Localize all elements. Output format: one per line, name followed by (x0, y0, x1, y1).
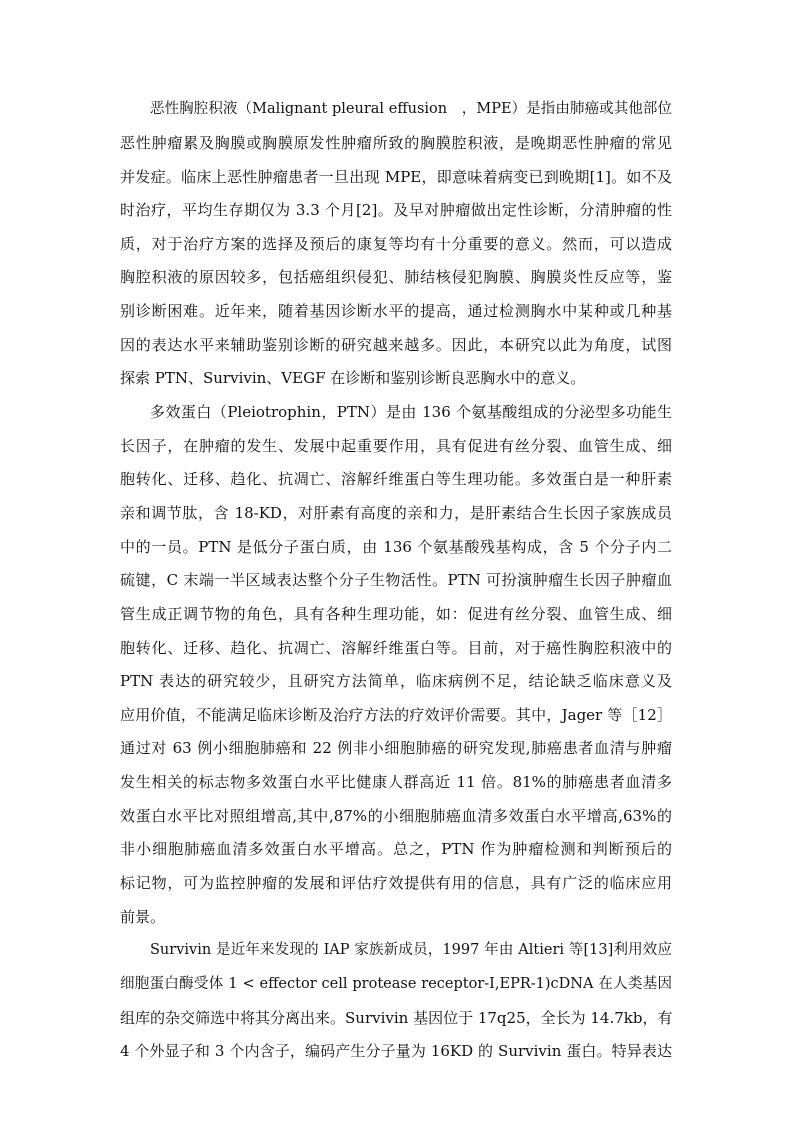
text-line: 胸腔积液的原因较多，包括癌组织侵犯、肺结核侵犯胸膜、胸膜炎性反应等，鉴 (120, 268, 672, 286)
text-line: 长因子，在肿瘤的发生、发展中起重要作用，具有促进有丝分裂、血管生成、细 (120, 437, 672, 455)
text-line: 探索 PTN、Survivin、VEGF 在诊断和鉴别诊断良恶胸水中的意义。 (120, 369, 586, 387)
text-line: 恶性肿瘤累及胸膜或胸膜原发性肿瘤所致的胸膜腔积液，是晚期恶性肿瘤的常见 (120, 134, 672, 152)
text-line: 并发症。临床上恶性肿瘤患者一旦出现 MPE，即意味着病变已到晚期[1]。如不及 (120, 168, 672, 186)
text-line: 时治疗，平均生存期仅为 3.3 个月[2]。及早对肿瘤做出定性诊断，分清肿瘤的性 (120, 201, 672, 219)
text-line: 硫键，C 末端一半区域表达整个分子生物活性。PTN 可扮演肿瘤生长因子肿瘤血 (120, 571, 672, 589)
text-line: 效蛋白水平比对照组增高,其中,87%的小细胞肺癌血清多效蛋白水平增高,63%的 (120, 807, 672, 825)
text-line: Survivin 是近年来发现的 IAP 家族新成员，1997 年由 Altieri 等[13]利用效应 (150, 942, 672, 958)
text-line: 质，对于治疗方案的选择及预后的康复等均有十分重要的意义。然而，可以造成 (120, 235, 672, 253)
text-line: 应用价值，不能满足临床诊断及治疗方法的疗效评价需要。其中，Jager 等［12］ (120, 706, 672, 724)
text-line: 多效蛋白（Pleiotrophin，PTN）是由 136 个氨基酸组成的分泌型多功能生 (150, 403, 672, 421)
text-line: 胞转化、迁移、趋化、抗凋亡、溶解纤维蛋白等生理功能。多效蛋白是一种肝素 (120, 470, 672, 488)
text-line: 亲和调节肽，含 18-KD，对肝素有高度的亲和力，是肝素结合生长因子家族成员 (120, 504, 672, 522)
text-line: 中的一员。PTN 是低分子蛋白质，由 136 个氨基酸残基构成，含 5 个分子内二 (120, 538, 672, 556)
text-line: 胞转化、迁移、趋化、抗凋亡、溶解纤维蛋白等。目前，对于癌性胸腔积液中的 (120, 639, 672, 657)
text-line: 4 个外显子和 3 个内含子，编码产生分子量为 16KD 的 Survivin 蛋白。特异表达 (120, 1042, 672, 1060)
text-line: 因的表达水平来辅助鉴别诊断的研究越来越多。因此，本研究以此为角度，试图 (120, 336, 672, 354)
text-line: 组库的杂交筛选中将其分离出来。Survivin 基因位于 17q25，全长为 14.7kb，有 (120, 1009, 673, 1027)
text-line: 标记物，可为监控肿瘤的发展和评估疗效提供有用的信息，具有广泛的临床应用 (120, 874, 672, 892)
text-line: 恶性胸腔积液（Malignant pleural effusion ，MPE）是指由肺癌或其他部位 (150, 101, 672, 117)
text-line: 非小细胞肺癌血清多效蛋白水平增高。总之，PTN 作为肿瘤检测和判断预后的 (120, 840, 672, 858)
text-line: 通过对 63 例小细胞肺癌和 22 例非小细胞肺癌的研究发现,肺癌患者血清与肿瘤 (120, 739, 672, 757)
text-line: 别诊断困难。近年来，随着基因诊断水平的提高，通过检测胸水中某种或几种基 (120, 302, 672, 320)
text-line: 管生成正调节物的角色，具有各种生理功能，如：促进有丝分裂、血管生成、细 (120, 605, 672, 623)
text-line: 发生相关的标志物多效蛋白水平比健康人群高近 11 倍。81%的肺癌患者血清多 (120, 773, 672, 791)
text-line: 前景。 (120, 908, 166, 926)
text-line: 细胞蛋白酶受体 1 < effector cell protease receptor-I,EPR-1)cDNA 在人类基因 (120, 976, 672, 992)
text-line: PTN 表达的研究较少，且研究方法简单，临床病例不足，结论缺乏临床意义及 (120, 672, 672, 690)
